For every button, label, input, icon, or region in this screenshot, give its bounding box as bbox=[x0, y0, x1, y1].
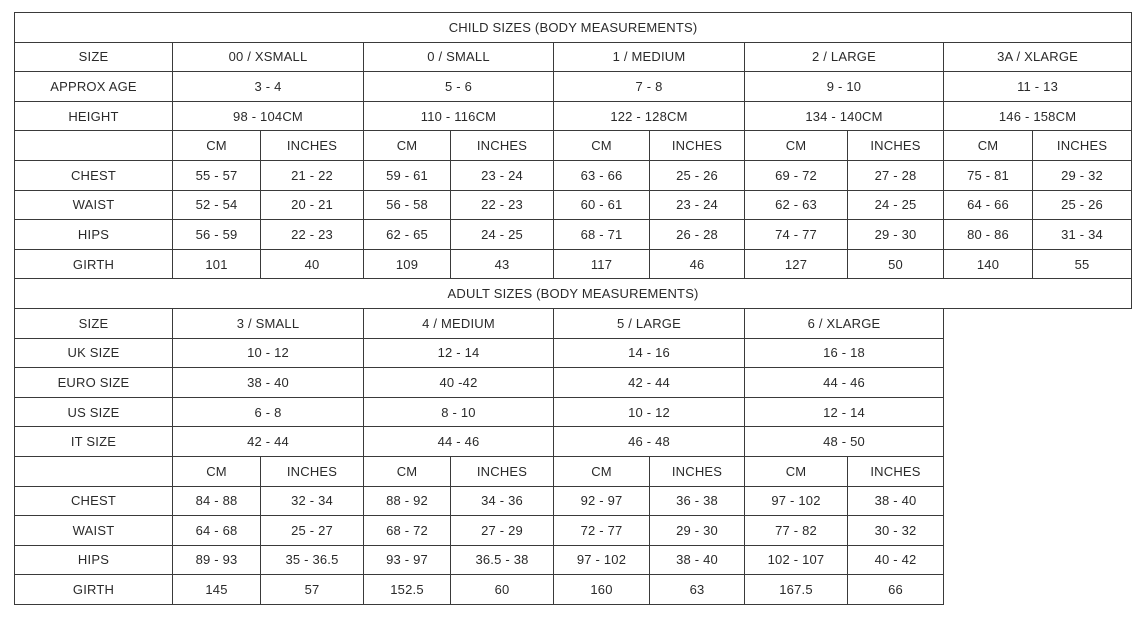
unit-inches: INCHES bbox=[650, 131, 745, 161]
measure-cell: 63 bbox=[650, 575, 745, 605]
measure-cell: 160 bbox=[554, 575, 650, 605]
measure-cell: 50 bbox=[848, 249, 944, 279]
child-unit-row bbox=[15, 131, 1132, 161]
measure-cell: 24 - 25 bbox=[848, 190, 944, 220]
child-section-title: CHILD SIZES (BODY MEASUREMENTS) bbox=[15, 13, 1132, 43]
unit-inches: INCHES bbox=[848, 131, 944, 161]
height-value: 110 - 116CM bbox=[364, 101, 554, 131]
measure-cell: 35 - 36.5 bbox=[261, 545, 364, 575]
age-value: 11 - 13 bbox=[944, 72, 1132, 102]
it-size-value: 46 - 48 bbox=[554, 427, 745, 457]
measure-cell: 102 - 107 bbox=[745, 545, 848, 575]
it-size-value: 48 - 50 bbox=[745, 427, 944, 457]
row-label: SIZE bbox=[15, 308, 173, 338]
row-label: APPROX AGE bbox=[15, 72, 173, 102]
measure-cell: 36.5 - 38 bbox=[451, 545, 554, 575]
adult-section-title: ADULT SIZES (BODY MEASUREMENTS) bbox=[15, 279, 1132, 309]
measure-cell: 60 - 61 bbox=[554, 190, 650, 220]
measure-cell: 92 - 97 bbox=[554, 486, 650, 516]
height-value: 134 - 140CM bbox=[745, 101, 944, 131]
it-size-value: 44 - 46 bbox=[364, 427, 554, 457]
row-label: IT SIZE bbox=[15, 427, 173, 457]
measure-cell: 152.5 bbox=[364, 575, 451, 605]
uk-size-value: 12 - 14 bbox=[364, 338, 554, 368]
measure-cell: 145 bbox=[173, 575, 261, 605]
row-label: HIPS bbox=[15, 545, 173, 575]
measure-cell: 55 bbox=[1033, 249, 1132, 279]
measure-cell: 74 - 77 bbox=[745, 220, 848, 250]
measure-cell: 77 - 82 bbox=[745, 516, 848, 546]
measure-cell: 68 - 71 bbox=[554, 220, 650, 250]
unit-cm: CM bbox=[173, 131, 261, 161]
measure-cell: 75 - 81 bbox=[944, 160, 1033, 190]
measure-cell: 29 - 32 bbox=[1033, 160, 1132, 190]
measure-cell: 22 - 23 bbox=[261, 220, 364, 250]
uk-size-value: 14 - 16 bbox=[554, 338, 745, 368]
measure-cell: 34 - 36 bbox=[451, 486, 554, 516]
adult-title-row bbox=[15, 279, 1132, 309]
size-name: 1 / MEDIUM bbox=[554, 42, 745, 72]
measure-cell: 31 - 34 bbox=[1033, 220, 1132, 250]
uk-size-value: 16 - 18 bbox=[745, 338, 944, 368]
euro-size-value: 38 - 40 bbox=[173, 368, 364, 398]
measure-cell: 167.5 bbox=[745, 575, 848, 605]
measure-cell: 30 - 32 bbox=[848, 516, 944, 546]
measure-cell: 140 bbox=[944, 249, 1033, 279]
size-name: 0 / SMALL bbox=[364, 42, 554, 72]
measure-cell: 62 - 63 bbox=[745, 190, 848, 220]
measure-cell: 56 - 59 bbox=[173, 220, 261, 250]
row-label: WAIST bbox=[15, 516, 173, 546]
unit-inches: INCHES bbox=[1033, 131, 1132, 161]
child-chest-row bbox=[15, 160, 1132, 190]
measure-cell: 29 - 30 bbox=[650, 516, 745, 546]
measure-cell: 72 - 77 bbox=[554, 516, 650, 546]
size-name: 5 / LARGE bbox=[554, 308, 745, 338]
measure-cell: 25 - 26 bbox=[1033, 190, 1132, 220]
measure-cell: 36 - 38 bbox=[650, 486, 745, 516]
child-waist-row bbox=[15, 190, 1132, 220]
empty-cell bbox=[15, 131, 173, 161]
measure-cell: 25 - 27 bbox=[261, 516, 364, 546]
row-label: HIPS bbox=[15, 220, 173, 250]
measure-cell: 84 - 88 bbox=[173, 486, 261, 516]
row-label: CHEST bbox=[15, 160, 173, 190]
measure-cell: 38 - 40 bbox=[650, 545, 745, 575]
measure-cell: 66 bbox=[848, 575, 944, 605]
euro-size-value: 44 - 46 bbox=[745, 368, 944, 398]
measure-cell: 68 - 72 bbox=[364, 516, 451, 546]
measure-cell: 24 - 25 bbox=[451, 220, 554, 250]
measure-cell: 69 - 72 bbox=[745, 160, 848, 190]
size-name: 3 / SMALL bbox=[173, 308, 364, 338]
measure-cell: 101 bbox=[173, 249, 261, 279]
child-size-row bbox=[15, 42, 1132, 72]
unit-cm: CM bbox=[554, 456, 650, 486]
size-chart-table bbox=[14, 12, 1132, 605]
it-size-value: 42 - 44 bbox=[173, 427, 364, 457]
us-size-value: 12 - 14 bbox=[745, 397, 944, 427]
measure-cell: 46 bbox=[650, 249, 745, 279]
measure-cell: 21 - 22 bbox=[261, 160, 364, 190]
measure-cell: 20 - 21 bbox=[261, 190, 364, 220]
row-label: HEIGHT bbox=[15, 101, 173, 131]
age-value: 7 - 8 bbox=[554, 72, 745, 102]
row-label: GIRTH bbox=[15, 249, 173, 279]
child-hips-row bbox=[15, 220, 1132, 250]
size-name: 2 / LARGE bbox=[745, 42, 944, 72]
empty-region bbox=[944, 308, 1132, 604]
euro-size-value: 40 -42 bbox=[364, 368, 554, 398]
measure-cell: 38 - 40 bbox=[848, 486, 944, 516]
child-age-row bbox=[15, 72, 1132, 102]
measure-cell: 27 - 29 bbox=[451, 516, 554, 546]
size-name: 00 / XSMALL bbox=[173, 42, 364, 72]
measure-cell: 43 bbox=[451, 249, 554, 279]
measure-cell: 109 bbox=[364, 249, 451, 279]
us-size-value: 10 - 12 bbox=[554, 397, 745, 427]
adult-size-row bbox=[15, 308, 1132, 338]
unit-inches: INCHES bbox=[848, 456, 944, 486]
child-title-row bbox=[15, 13, 1132, 43]
measure-cell: 40 - 42 bbox=[848, 545, 944, 575]
row-label: CHEST bbox=[15, 486, 173, 516]
row-label: UK SIZE bbox=[15, 338, 173, 368]
us-size-value: 8 - 10 bbox=[364, 397, 554, 427]
unit-inches: INCHES bbox=[261, 456, 364, 486]
measure-cell: 40 bbox=[261, 249, 364, 279]
measure-cell: 26 - 28 bbox=[650, 220, 745, 250]
euro-size-value: 42 - 44 bbox=[554, 368, 745, 398]
unit-cm: CM bbox=[745, 131, 848, 161]
measure-cell: 32 - 34 bbox=[261, 486, 364, 516]
unit-inches: INCHES bbox=[451, 131, 554, 161]
row-label: SIZE bbox=[15, 42, 173, 72]
unit-inches: INCHES bbox=[650, 456, 745, 486]
height-value: 146 - 158CM bbox=[944, 101, 1132, 131]
row-label: GIRTH bbox=[15, 575, 173, 605]
empty-cell bbox=[15, 456, 173, 486]
measure-cell: 62 - 65 bbox=[364, 220, 451, 250]
unit-cm: CM bbox=[944, 131, 1033, 161]
measure-cell: 55 - 57 bbox=[173, 160, 261, 190]
us-size-value: 6 - 8 bbox=[173, 397, 364, 427]
uk-size-value: 10 - 12 bbox=[173, 338, 364, 368]
row-label: EURO SIZE bbox=[15, 368, 173, 398]
child-height-row bbox=[15, 101, 1132, 131]
age-value: 5 - 6 bbox=[364, 72, 554, 102]
measure-cell: 23 - 24 bbox=[451, 160, 554, 190]
unit-cm: CM bbox=[364, 131, 451, 161]
size-name: 3A / XLARGE bbox=[944, 42, 1132, 72]
measure-cell: 22 - 23 bbox=[451, 190, 554, 220]
measure-cell: 57 bbox=[261, 575, 364, 605]
measure-cell: 52 - 54 bbox=[173, 190, 261, 220]
measure-cell: 25 - 26 bbox=[650, 160, 745, 190]
measure-cell: 97 - 102 bbox=[554, 545, 650, 575]
measure-cell: 117 bbox=[554, 249, 650, 279]
measure-cell: 56 - 58 bbox=[364, 190, 451, 220]
height-value: 98 - 104CM bbox=[173, 101, 364, 131]
unit-inches: INCHES bbox=[451, 456, 554, 486]
measure-cell: 23 - 24 bbox=[650, 190, 745, 220]
measure-cell: 127 bbox=[745, 249, 848, 279]
measure-cell: 27 - 28 bbox=[848, 160, 944, 190]
size-name: 6 / XLARGE bbox=[745, 308, 944, 338]
measure-cell: 64 - 66 bbox=[944, 190, 1033, 220]
row-label: WAIST bbox=[15, 190, 173, 220]
measure-cell: 64 - 68 bbox=[173, 516, 261, 546]
unit-cm: CM bbox=[364, 456, 451, 486]
measure-cell: 60 bbox=[451, 575, 554, 605]
unit-cm: CM bbox=[173, 456, 261, 486]
measure-cell: 29 - 30 bbox=[848, 220, 944, 250]
unit-cm: CM bbox=[745, 456, 848, 486]
child-girth-row bbox=[15, 249, 1132, 279]
measure-cell: 80 - 86 bbox=[944, 220, 1033, 250]
size-name: 4 / MEDIUM bbox=[364, 308, 554, 338]
age-value: 3 - 4 bbox=[173, 72, 364, 102]
measure-cell: 63 - 66 bbox=[554, 160, 650, 190]
measure-cell: 89 - 93 bbox=[173, 545, 261, 575]
unit-cm: CM bbox=[554, 131, 650, 161]
unit-inches: INCHES bbox=[261, 131, 364, 161]
measure-cell: 97 - 102 bbox=[745, 486, 848, 516]
measure-cell: 93 - 97 bbox=[364, 545, 451, 575]
age-value: 9 - 10 bbox=[745, 72, 944, 102]
height-value: 122 - 128CM bbox=[554, 101, 745, 131]
measure-cell: 59 - 61 bbox=[364, 160, 451, 190]
measure-cell: 88 - 92 bbox=[364, 486, 451, 516]
row-label: US SIZE bbox=[15, 397, 173, 427]
